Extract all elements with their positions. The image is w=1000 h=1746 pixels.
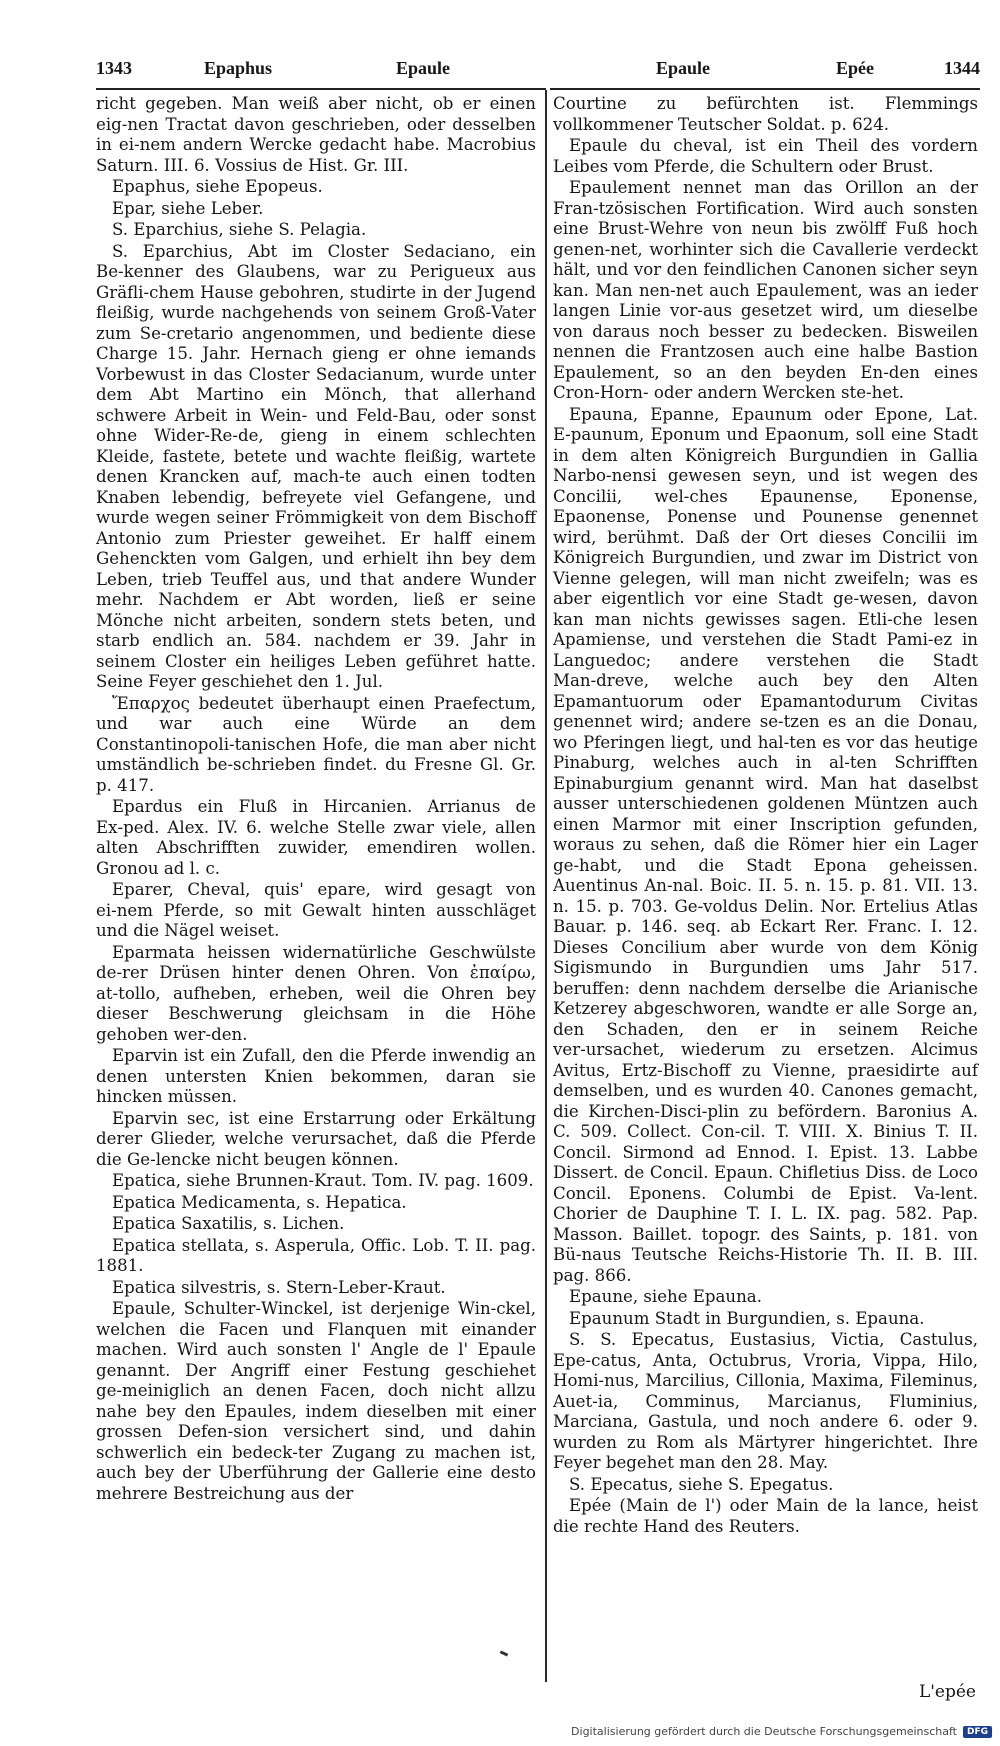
- entry-paragraph: Courtine zu befürchten ist. Flemmings vollkommener Teutscher Soldat. p. 624.: [553, 94, 978, 134]
- entry-paragraph: Epatica Medicamenta, s. Hepatica.: [112, 1192, 407, 1212]
- entry-paragraph: Epée (Main de l') oder Main de la lance, heist die rechte Hand des Reuters.: [553, 1496, 978, 1536]
- entry-paragraph: Epaulement nennet man das Orillon an der Fran‑tzösischen Fortification. Wird auch sonsten eine Brust‑Wehre von neun bis zwölff Fuß hoch genen‑net, worhinter sich die Cavallerie verdeckt hält, und vor den feindlichen Canonen sicher seyn kan. Man nen‑net auch Epaulement, was an ieder langen Linie vor‑aus gesetzet wird, um dieselbe von daraus noch besser zu bedecken. Bisweilen nennen die Frantzosen auch eine halbe Bastion Epaulement, so an den beyden En‑den eines Cron‑Horn‑ oder andern Wercken ste‑het.: [553, 178, 978, 402]
- entry-paragraph: Epar, siehe Leber.: [112, 198, 264, 218]
- entry-paragraph: Epardus ein Fluß in Hircanien. Arrianus de Ex‑ped. Alex. IV. 6. welche Stelle zwar viele, allen alten Abschrifften zuwider, emendiren wollen. Gronou ad l. c.: [96, 797, 536, 878]
- ink-mark: [500, 1650, 509, 1656]
- header-word-right-1: Epaule: [656, 58, 711, 78]
- header-word-left-2: Epaule: [396, 58, 451, 78]
- running-header: [96, 58, 980, 88]
- entry-paragraph: Eparer, Cheval, quis' epare, wird gesagt von ei‑nem Pferde, so mit Gewalt hinten ausschläget und die Nägel weiset.: [96, 880, 536, 940]
- header-word-left-1: Epaphus: [204, 58, 273, 78]
- left-column: [96, 94, 536, 1505]
- entry-paragraph: Eparvin sec, ist eine Erstarrung oder Erkältung derer Glieder, welche verursachet, daß die Pferde die Ge‑lencke nicht beugen können.: [96, 1108, 536, 1169]
- entry-paragraph: S. Epecatus, siehe S. Epegatus.: [569, 1474, 834, 1494]
- header-word-right-2: Epée: [836, 58, 874, 78]
- entry-paragraph: Eparvin ist ein Zufall, den die Pferde inwendig an denen untersten Knien bekommen, daran sie hincken müssen.: [96, 1046, 536, 1106]
- page-number-right: 1344: [944, 58, 980, 78]
- digitization-footer: [571, 1725, 992, 1738]
- header-rule-left: [96, 88, 546, 90]
- page-number-left: 1343: [96, 58, 132, 78]
- entry-paragraph: S. S. Epecatus, Eustasius, Victia, Castulus, Epe‑catus, Anta, Octubrus, Vroria, Vippa, Hilo, Homi‑nus, Marcilius, Cillonia, Maxima, Fileminus, Auet‑ia, Comminus, Marcianus, Fluminius, Marciana, Gastula, und noch andere 6. oder 9. wurden zu Rom als Märtyrer hingerichtet. Ihre Feyer begehet man den 28. May.: [553, 1330, 978, 1472]
- entry-paragraph: Eparmata heissen widernatürliche Geschwülste de‑rer Drüsen hinter denen Ohren. Von ἐπαίρω, at‑tollo, aufheben, erheben, weil die Ohren bey dieser Beschwerung gleichsam in die Höhe gehoben wer‑den.: [96, 942, 536, 1044]
- entry-paragraph: Epaule, Schulter‑Winckel, ist derjenige Win‑ckel, welchen die Facen und Flanquen mit einander machen. Wird auch sonsten l' Angle de l' Epaule genannt. Der Angriff einer Festung geschiehet ge‑meiniglich an denen Facen, doch nicht allzu nahe bey den Epaules, indem dieselben mit einer grossen Defen‑sion versichert sind, und dahin schwerlich ein bedeck‑ter Zugang zu machen ist, auch bey der Uberführung der Gallerie eine desto mehrere Bestreichung aus der: [96, 1299, 536, 1503]
- entry-paragraph: Epatica Saxatilis, s. Lichen.: [112, 1214, 345, 1233]
- entry-paragraph: Epaune, siehe Epauna.: [569, 1287, 762, 1306]
- entry-paragraph: Epaphus, siehe Epopeus.: [112, 177, 323, 196]
- entry-paragraph: S. Eparchius, siehe S. Pelagia.: [112, 220, 367, 239]
- entry-paragraph: richt gegeben. Man weiß aber nicht, ob er einen eig‑nen Tractat davon geschrieben, oder desselben in ei‑nem andern Wercke gedacht habe. Macrobius Saturn. III. 6. Vossius de Hist. Gr. III.: [96, 94, 536, 175]
- column-divider: [545, 90, 547, 1682]
- entry-paragraph: Epatica stellata, s. Asperula, Offic. Lob. T. II. pag. 1881.: [96, 1235, 536, 1275]
- entry-paragraph: Ἔπαρχος bedeutet überhaupt einen Praefectum, und war auch eine Würde an dem Constantinopoli‑tanischen Hofe, die man aber nicht umständlich be‑schrieben findet. du Fresne Gl. Gr. p. 417.: [96, 693, 536, 795]
- header-rule-right: [550, 88, 980, 90]
- entry-paragraph: Epatica silvestris, s. Stern‑Leber‑Kraut.: [112, 1277, 446, 1297]
- entry-paragraph: S. Eparchius, Abt im Closter Sedaciano, ein Be‑kenner des Glaubens, war zu Perigueux aus Gräfli‑chem Hause gebohren, studirte in der Jugend fleißig, wurde nachgehends von seinem Groß‑Vater zum Se‑cretario angenommen, und bediente diese Charge 15. Jahr. Hernach gieng er ohne iemands Vorbewust in das Closter Sedacianum, wurde unter dem Abt Martino ein Mönch, that allerhand schwere Arbeit in Wein‑ und Feld‑Bau, oder sonst ohne Wider‑Re‑de, gieng in einem schlechten Kleide, fastete, betete und wachte fleißig, wartete denen Krancken auf, mach‑te auch einen todten Knaben lebendig, befreyete viel Gefangene, und wurde wegen seiner Frömmigkeit von dem Bischoff Antonio zum Priester geweihet. Er halff einem Gehenckten vom Galgen, und erhielt ihn bey dem Leben, trieb Teuffel aus, und that andere Wunder mehr. Nachdem er Abt worden, ließ er seine Mönche nicht arbeiten, sondern stets beten, und starb endlich an. 584. nachdem er 39. Jahr in seinem Closter ein heiliges Leben geführet hatte. Seine Feyer geschiehet den 1. Jul.: [96, 241, 536, 691]
- entry-paragraph: Epauna, Epanne, Epaunum oder Epone, Lat. E‑paunum, Eponum und Epaonum, soll eine Stadt in dem alten Königreich Burgundien in Gallia Narbo‑nensi gewesen seyn, und ist wegen des Concilii, wel‑ches Epaunense, Eponense, Epaonense, Ponense und Pounense genennet wird, berühmt. Daß der Ort dieses Concilii im Königreich Burgundien, und zwar im District von Vienne gelegen, will man nicht zweifeln; was es aber eigentlich vor eine Stadt ge‑wesen, davon kan man nichts gewisses sagen. Etli‑che lesen Apamiense, und verstehen die Stadt Pami‑ez in Languedoc; andere verstehen die Stadt Man‑dreve, welche auch bey den Alten Epamantuorum oder Epamantodurum Civitas genennet wird; andere se‑tzen es an die Donau, wo Pferingen liegt, und hal‑ten es vor das heutige Pinaburg, welches auch in al‑ten Schrifften Epinaburgium genannt wird. Man hat daselbst ausser unterschiedenen goldenen Müntzen auch einen Marmor mit einer Inscription gefunden, woraus zu sehen, daß die Römer hier ein Lager ge‑habt, und die Stadt Epona geheissen. Auentinus An‑nal. Boic. II. 5. n. 15. p. 81. VII. 13. n. 15. p. 703. Ge‑voldus Delin. Nor. Ertelius Atlas Bauar. p. 146. seq. ab Eckart Rer. Franc. I. 12. Dieses Concilium aber wurde von dem König Sigismundo in Burgundien ums Jahr 517. beruffen: denn nachdem derselbe die Arianische Ketzerey abgeschworen, wandte er alle Sorge an, den Schaden, den er in seinem Reiche ver‑ursachet, wiederum zu ersetzen. Alcimus Avitus, Ertz‑Bischoff zu Vienne, praesidirte auf demselben, und es wurden 40. Canones gemacht, die Kirchen‑Disci‑plin zu befördern. Baronius A. C. 509. Collect. Con‑cil. T. VIII. X. Binius T. II. Concil. Sirmond ad Ennod. I. Epist. 13. Labbe Dissert. de Concil. Epaun. Chifletius Diss. de Loco Concil. Eponens. Columbi de Epist. Va‑lent. Chorier de Dauphine T. I. L. IX. pag. 582. Pap. Masson. Baillet. topogr. des Saints, p. 181. von Bü‑naus Teutsche Reichs‑Historie Th. II. B. III. pag. 866.: [553, 404, 978, 1285]
- right-column: [553, 94, 978, 1538]
- entry-paragraph: Epaule du cheval, ist ein Theil des vordern Leibes vom Pferde, die Schultern oder Brust.: [553, 136, 978, 176]
- dfg-logo-icon: DFG: [963, 1726, 992, 1738]
- catchword: L'epée: [918, 1682, 976, 1702]
- footer-text: Digitalisierung gefördert durch die Deutsche Forschungsgemeinschaft: [571, 1725, 957, 1738]
- entry-paragraph: Epatica, siehe Brunnen‑Kraut. Tom. IV. pag. 1609.: [112, 1171, 534, 1190]
- entry-paragraph: Epaunum Stadt in Burgundien, s. Epauna.: [569, 1308, 925, 1328]
